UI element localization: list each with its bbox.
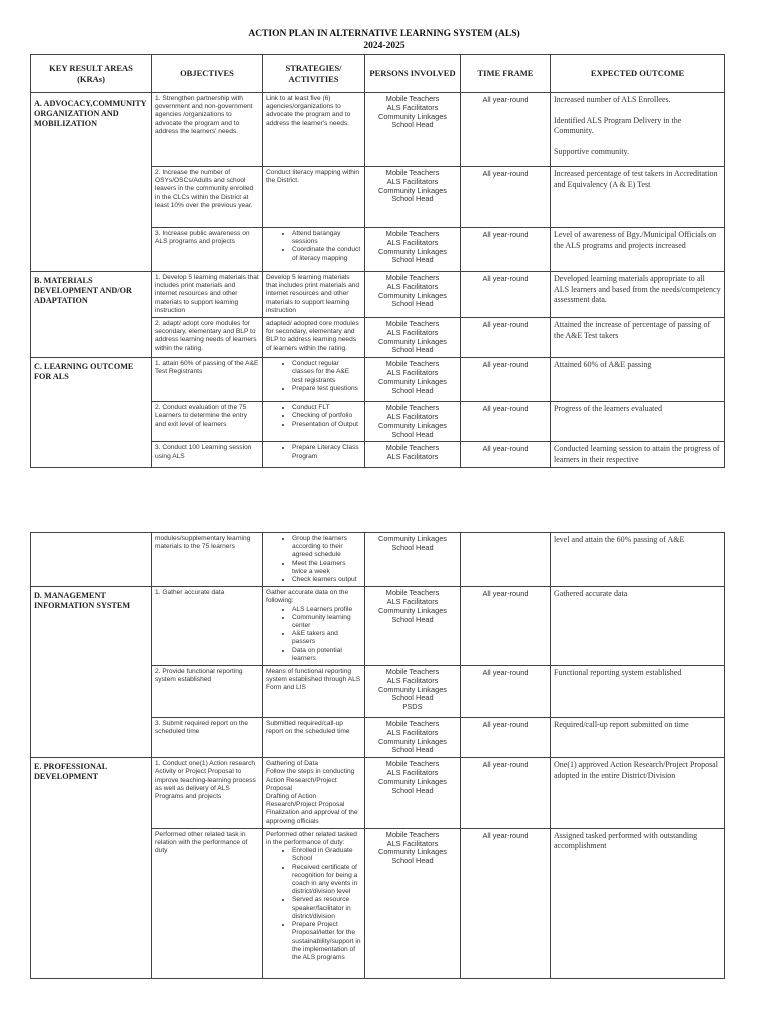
outcome-e1: One(1) approved Action Research/Project Proposal adopted in the entire District/Division — [551, 758, 725, 829]
outcome-b2: Attained the increase of percentage of passing of the A&E Test takers — [551, 318, 725, 358]
outcome-c3: Conducted learning session to attain the progress of learners in their respective — [551, 442, 725, 468]
objective-b2: 2. adapt/ adopt core modules for secondary, elementary and BLP to address learning needs of learners within the rating. — [152, 318, 263, 358]
timeframe-a1: All year-round — [461, 93, 551, 167]
timeframe-e1: All year-round — [461, 758, 551, 829]
timeframe-a3: All year-round — [461, 228, 551, 272]
page-title — [0, 28, 768, 52]
strategy-a1: Link to at least five (6) agencies/organizations to advocate the program and to address the learner's needs. — [263, 93, 365, 167]
timeframe-c1: All year-round — [461, 358, 551, 402]
objective-d1: 1. Gather accurate data — [152, 587, 263, 666]
objective-e1: 1. Conduct one(1) Action research Activity or Project Proposal to improve teaching-learning process as well as delivery of ALS Programs and projects — [152, 758, 263, 829]
kra-b: B. MATERIALS DEVELOPMENT AND/OR ADAPTATION — [31, 272, 152, 358]
timeframe-a2: All year-round — [461, 167, 551, 228]
table-row-c3-continued — [31, 533, 725, 587]
persons-e2: Mobile Teachers ALS Facilitators Community Linkages School Head — [365, 828, 461, 978]
table-row-e1 — [31, 758, 725, 829]
objective-d3: 3. Submit required report on the scheduled time — [152, 718, 263, 758]
timeframe-e2: All year-round — [461, 828, 551, 978]
kra-c: C. LEARNING OUTCOME FOR ALS — [31, 358, 152, 468]
strategy-e2: Performed other related tasked in the performance of duty: • Enrolled in Graduate School • Received certificate of recognition for being a coach in any events in district/division level • Served as resource speaker/facilitator in district/division • Prepare Project Proposal/letter for the sustainability/support in the implementation of the ALS programs — [263, 828, 365, 978]
title-line-1: ACTION PLAN IN ALTERNATIVE LEARNING SYSTEM (ALS) — [248, 29, 520, 39]
outcome-a1: Increased number of ALS Enrollees. Identified ALS Program Delivery in the Community. Supportive community. — [551, 93, 725, 167]
outcome-c3-continued: level and attain the 60% passing of A&E — [551, 533, 725, 587]
title-line-2: 2024-2025 — [363, 41, 405, 51]
objective-a1: 1. Strengthen partnership with government and non-government agencies /organizations to advocate the program and to address the learners' needs. — [152, 93, 263, 167]
outcome-d2: Functional reporting system established — [551, 666, 725, 718]
action-plan-table-page-2 — [30, 532, 725, 979]
objective-c3: 3. Conduct 100 Learning session using ALS — [152, 442, 263, 468]
strategy-d3: Submitted required/call-up report on the scheduled time — [263, 718, 365, 758]
objective-c1: 1. attain 60% of passing of the A&E Test Registrants — [152, 358, 263, 402]
persons-a3: Mobile Teachers ALS Facilitators Community Linkages School Head — [365, 228, 461, 272]
timeframe-d2: All year-round — [461, 666, 551, 718]
timeframe-d1: All year-round — [461, 587, 551, 666]
timeframe-d3: All year-round — [461, 718, 551, 758]
strategy-c3: • Prepare Literacy Class Program — [263, 442, 365, 468]
outcome-e2: Assigned tasked performed with outstanding accomplishment — [551, 828, 725, 978]
strategy-b1: Develop 5 learning materials that includes print materials and internet resources and other materials to support learning instruction — [263, 272, 365, 318]
persons-c1: Mobile Teachers ALS Facilitators Community Linkages School Head — [365, 358, 461, 402]
strategy-d2: Means of functional reporting system established through ALS Form and LIS — [263, 666, 365, 718]
header-outcome: EXPECTED OUTCOME — [551, 55, 725, 93]
outcome-c2: Progress of the learners evaluated — [551, 402, 725, 442]
objective-c2: 2. Conduct evaluation of the 75 Learners to determine the entry and exit level of learners — [152, 402, 263, 442]
objective-a3: 3. Increase public awareness on ALS programs and projects — [152, 228, 263, 272]
table-row-d1 — [31, 587, 725, 666]
objective-e2: Performed other related task in relation with the performance of duty — [152, 828, 263, 978]
outcome-c1: Attained 60% of A&E passing — [551, 358, 725, 402]
strategy-c3-continued: • Group the learners according to their agreed schedule • Meet the Learners twice a week • Check learners output — [263, 533, 365, 587]
persons-c3: Mobile Teachers ALS Facilitators — [365, 442, 461, 468]
persons-c2: Mobile Teachers ALS Facilitators Community Linkages School Head — [365, 402, 461, 442]
action-plan-table-page-1 — [30, 54, 725, 468]
persons-d3: Mobile Teachers ALS Facilitators Community Linkages School Head — [365, 718, 461, 758]
strategy-e1: Gathering of Data Follow the steps in conducting Action Research/Project Proposal Drafting of Action Research/Project Proposal Finalization and approval of the approving officials — [263, 758, 365, 829]
timeframe-c2: All year-round — [461, 402, 551, 442]
persons-d2: Mobile Teachers ALS Facilitators Community Linkages School Head PSDS — [365, 666, 461, 718]
persons-a2: Mobile Teachers ALS Facilitators Community Linkages School Head — [365, 167, 461, 228]
objective-d2: 2. Provide functional reporting system established — [152, 666, 263, 718]
header-row — [31, 55, 725, 93]
kra-c-continued — [31, 533, 152, 587]
persons-c3-continued: Community Linkages School Head — [365, 533, 461, 587]
timeframe-c3-continued — [461, 533, 551, 587]
timeframe-c3: All year-round — [461, 442, 551, 468]
strategy-d1: Gather accurate data on the following: • ALS Learners profile • Community learning center • A&E takers and passers • Data on potential learners — [263, 587, 365, 666]
objective-a2: 2. Increase the number of OSYs/OSCs/Adults and school leavers in the community enrolled in the CLCs within the District at least 10% over the previous year. — [152, 167, 263, 228]
outcome-d3: Required/call-up report submitted on time — [551, 718, 725, 758]
table-row-b1 — [31, 272, 725, 318]
header-persons: PERSONS INVOLVED — [365, 55, 461, 93]
strategy-c1: • Conduct regular classes for the A&E test registrants • Prepare test questions — [263, 358, 365, 402]
table-row-c1 — [31, 358, 725, 402]
header-objectives: OBJECTIVES — [152, 55, 263, 93]
outcome-b1: Developed learning materials appropriate to all ALS learners and based from the needs/competency assessment data. — [551, 272, 725, 318]
outcome-a3: Level of awareness of Bgy./Municipal Officials on the ALS programs and projects increased — [551, 228, 725, 272]
header-kra: KEY RESULT AREAS (KRAs) — [31, 55, 152, 93]
persons-e1: Mobile Teachers ALS Facilitators Community Linkages School Head — [365, 758, 461, 829]
objective-b1: 1. Develop 5 learning materials that includes print materials and internet resources and other materials to support learning instruction — [152, 272, 263, 318]
persons-b1: Mobile Teachers ALS Facilitators Community Linkages School Head — [365, 272, 461, 318]
objective-c3-continued: modules/supplementary learning materials to the 75 learners — [152, 533, 263, 587]
header-strategies: STRATEGIES/ ACTIVITIES — [263, 55, 365, 93]
strategy-c2: • Conduct FLT • Checking of portfolio • Presentation of Output — [263, 402, 365, 442]
header-timeframe: TIME FRAME — [461, 55, 551, 93]
table-row-a1 — [31, 93, 725, 167]
outcome-a2: Increased percentage of test takers in Accreditation and Equivalency (A & E) Test — [551, 167, 725, 228]
strategy-a3: • Attend barangay sessions • Coordinate the conduct of literacy mapping — [263, 228, 365, 272]
timeframe-b2: All year-round — [461, 318, 551, 358]
outcome-d1: Gathered accurate data — [551, 587, 725, 666]
persons-b2: Mobile Teachers ALS Facilitators Community Linkages School Head — [365, 318, 461, 358]
kra-a: A. ADVOCACY,COMMUNITY ORGANIZATION AND MOBILIZATION — [31, 93, 152, 272]
strategy-b2: adapted/ adopted core modules for secondary, elementary and BLP to address learning needs of learners within the rating. — [263, 318, 365, 358]
persons-d1: Mobile Teachers ALS Facilitators Community Linkages School Head — [365, 587, 461, 666]
timeframe-b1: All year-round — [461, 272, 551, 318]
kra-d: D. MANAGEMENT INFORMATION SYSTEM — [31, 587, 152, 758]
strategy-a2: Conduct literacy mapping within the District. — [263, 167, 365, 228]
persons-a1: Mobile Teachers ALS Facilitators Community Linkages School Head — [365, 93, 461, 167]
kra-e: E. PROFESSIONAL DEVELOPMENT — [31, 758, 152, 979]
